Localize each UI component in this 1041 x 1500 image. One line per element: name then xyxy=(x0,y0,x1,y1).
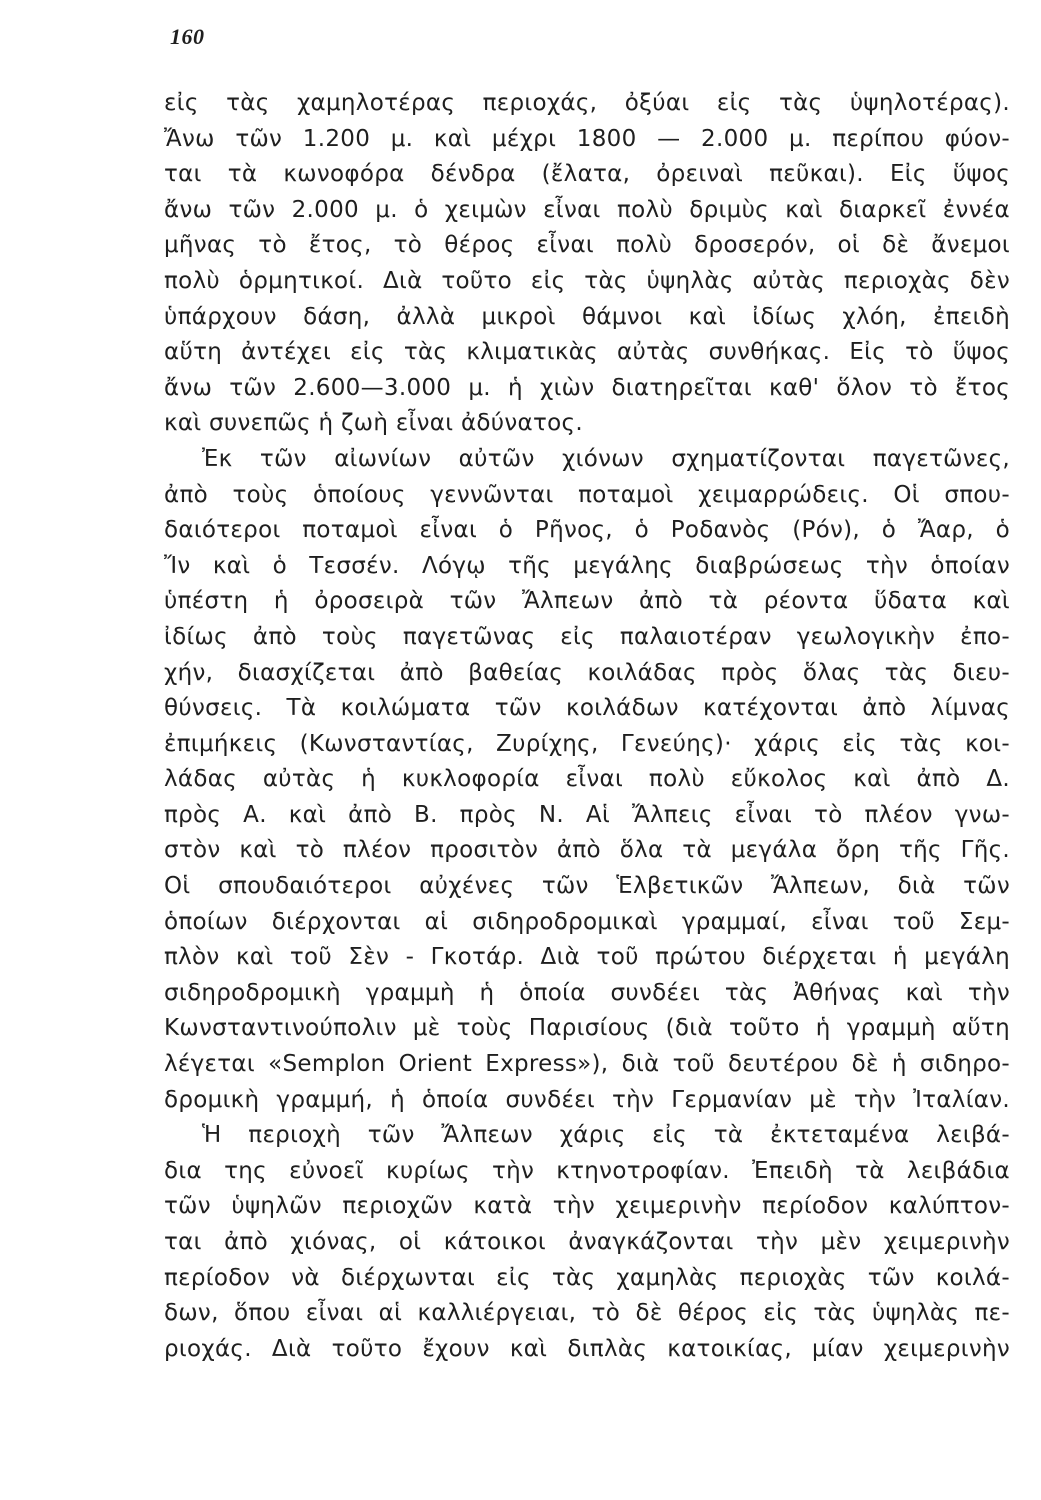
text-line: πλὸν καὶ τοῦ Σὲν - Γκοτάρ. Διὰ τοῦ πρώτου διέρχεται ἡ μεγάλη xyxy=(164,944,1010,971)
text-line: ται τὰ κωνοφόρα δένδρα (ἔλατα, ὀρειναὶ πεῦκαι). Εἰς ὕψος xyxy=(164,161,1010,188)
text-line: ὑπάρχουν δάση, ἀλλὰ μικροὶ θάμνοι καὶ ἰδίως χλόη, ἐπειδὴ xyxy=(164,303,1010,330)
text-line: πρὸς Α. καὶ ἀπὸ Β. πρὸς Ν. Αἱ Ἄλπεις εἶναι τὸ πλέον γνω- xyxy=(164,801,1010,828)
text-line: δων, ὅπου εἶναι αἱ καλλιέργειαι, τὸ δὲ θέρος εἰς τὰς ὑψηλὰς πε- xyxy=(164,1300,1010,1327)
text-line: στὸν καὶ τὸ πλέον προσιτὸν ἀπὸ ὅλα τὰ μεγάλα ὄρη τῆς Γῆς. xyxy=(164,837,1010,864)
text-line: θύνσεις. Τὰ κοιλώματα τῶν κοιλάδων κατέχονται ἀπὸ λίμνας xyxy=(164,695,1010,722)
text-line: καὶ συνεπῶς ἡ ζωὴ εἶναι ἀδύνατος. xyxy=(164,410,583,437)
paragraph-start-line: Ἐκ τῶν αἰωνίων αὐτῶν χιόνων σχηματίζονται παγετῶνες, xyxy=(202,445,1010,472)
text-line: εἰς τὰς χαμηλοτέρας περιοχάς, ὀξύαι εἰς τὰς ὑψηλοτέρας). xyxy=(164,90,1010,116)
text-line: ἐπιμήκεις (Κωνσταντίας, Ζυρίχης, Γενεύης)· χάρις εἰς τὰς κοι- xyxy=(164,730,1010,757)
text-line: Κωνσταντινούπολιν μὲ τοὺς Παρισίους (διὰ τοῦτο ἡ γραμμὴ αὕτη xyxy=(164,1015,1010,1042)
text-line: αὕτη ἀντέχει εἰς τὰς κλιματικὰς αὐτὰς συνθήκας. Εἰς τὸ ὕψος xyxy=(164,339,1010,366)
text-line: μῆνας τὸ ἔτος, τὸ θέρος εἶναι πολὺ δροσερόν, οἱ δὲ ἄνεμοι xyxy=(164,232,1010,259)
paragraph-start-line: Ἡ περιοχὴ τῶν Ἄλπεων χάρις εἰς τὰ ἐκτεταμένα λειβά- xyxy=(202,1122,1010,1149)
text-line: δρομικὴ γραμμή, ἡ ὁποία συνδέει τὴν Γερμανίαν μὲ τὴν Ἰταλίαν. xyxy=(164,1086,1010,1113)
text-line: σιδηροδρομικὴ γραμμὴ ἡ ὁποία συνδέει τὰς Ἀθήνας καὶ τὴν xyxy=(164,979,1010,1006)
text-line: ὁποίων διέρχονται αἱ σιδηροδρομικαὶ γραμμαί, εἶναι τοῦ Σεμ- xyxy=(164,908,1010,935)
text-line: λέγεται «Semplon Orient Express»), διὰ τοῦ δευτέρου δὲ ἡ σιδηρο- xyxy=(164,1051,1010,1078)
page-number: 160 xyxy=(170,24,205,49)
text-line: δαιότεροι ποταμοὶ εἶναι ὁ Ρῆνος, ὁ Ροδανὸς (Ρόν), ὁ Ἄαρ, ὁ xyxy=(164,517,1010,544)
text-line: ἄνω τῶν 2.600—3.000 μ. ἡ χιὼν διατηρεῖται καθ' ὅλον τὸ ἔτος xyxy=(164,374,1010,401)
text-line: ὑπέστη ἡ ὀροσειρὰ τῶν Ἄλπεων ἀπὸ τὰ ρέοντα ὕδατα καὶ xyxy=(164,588,1010,615)
text-line: λάδας αὐτὰς ἡ κυκλοφορία εἶναι πολὺ εὔκολος καὶ ἀπὸ Δ. xyxy=(164,766,1010,793)
text-line: ριοχάς. Διὰ τοῦτο ἔχουν καὶ διπλὰς κατοικίας, μίαν χειμερινὴν xyxy=(164,1335,1010,1362)
text-line: ἄνω τῶν 2.000 μ. ὁ χειμὼν εἶναι πολὺ δριμὺς καὶ διαρκεῖ ἐννέα xyxy=(164,196,1010,223)
text-line: χήν, διασχίζεται ἀπὸ βαθείας κοιλάδας πρὸς ὅλας τὰς διευ- xyxy=(164,659,1010,686)
text-line: πολὺ ὁρμητικοί. Διὰ τοῦτο εἰς τὰς ὑψηλὰς αὐτὰς περιοχὰς δὲν xyxy=(164,267,1010,294)
text-line: περίοδον νὰ διέρχωνται εἰς τὰς χαμηλὰς περιοχὰς τῶν κοιλά- xyxy=(164,1264,1010,1291)
text-line: δια της εὐνοεῖ κυρίως τὴν κτηνοτροφίαν. Ἐπειδὴ τὰ λειβάδια xyxy=(164,1157,1010,1184)
text-line: Οἱ σπουδαιότεροι αὐχένες τῶν Ἑλβετικῶν Ἄλπεων, διὰ τῶν xyxy=(164,873,1010,900)
text-line: Ἴν καὶ ὁ Τεσσέν. Λόγῳ τῆς μεγάλης διαβρώσεως τὴν ὁποίαν xyxy=(164,552,1010,579)
text-line: ἰδίως ἀπὸ τοὺς παγετῶνας εἰς παλαιοτέραν γεωλογικὴν ἐπο- xyxy=(164,623,1010,650)
text-line: Ἄνω τῶν 1.200 μ. καὶ μέχρι 1800 — 2.000 μ. περίπου φύον- xyxy=(164,125,1010,152)
text-line: τῶν ὑψηλῶν περιοχῶν κατὰ τὴν χειμερινὴν περίοδον καλύπτον- xyxy=(164,1193,1010,1220)
body-text xyxy=(164,86,1010,1367)
text-line: ται ἀπὸ χιόνας, οἱ κάτοικοι ἀναγκάζονται τὴν μὲν χειμερινὴν xyxy=(164,1229,1010,1255)
text-line: ἀπὸ τοὺς ὁποίους γεννῶνται ποταμοὶ χειμαρρώδεις. Οἱ σπου- xyxy=(164,481,1010,508)
